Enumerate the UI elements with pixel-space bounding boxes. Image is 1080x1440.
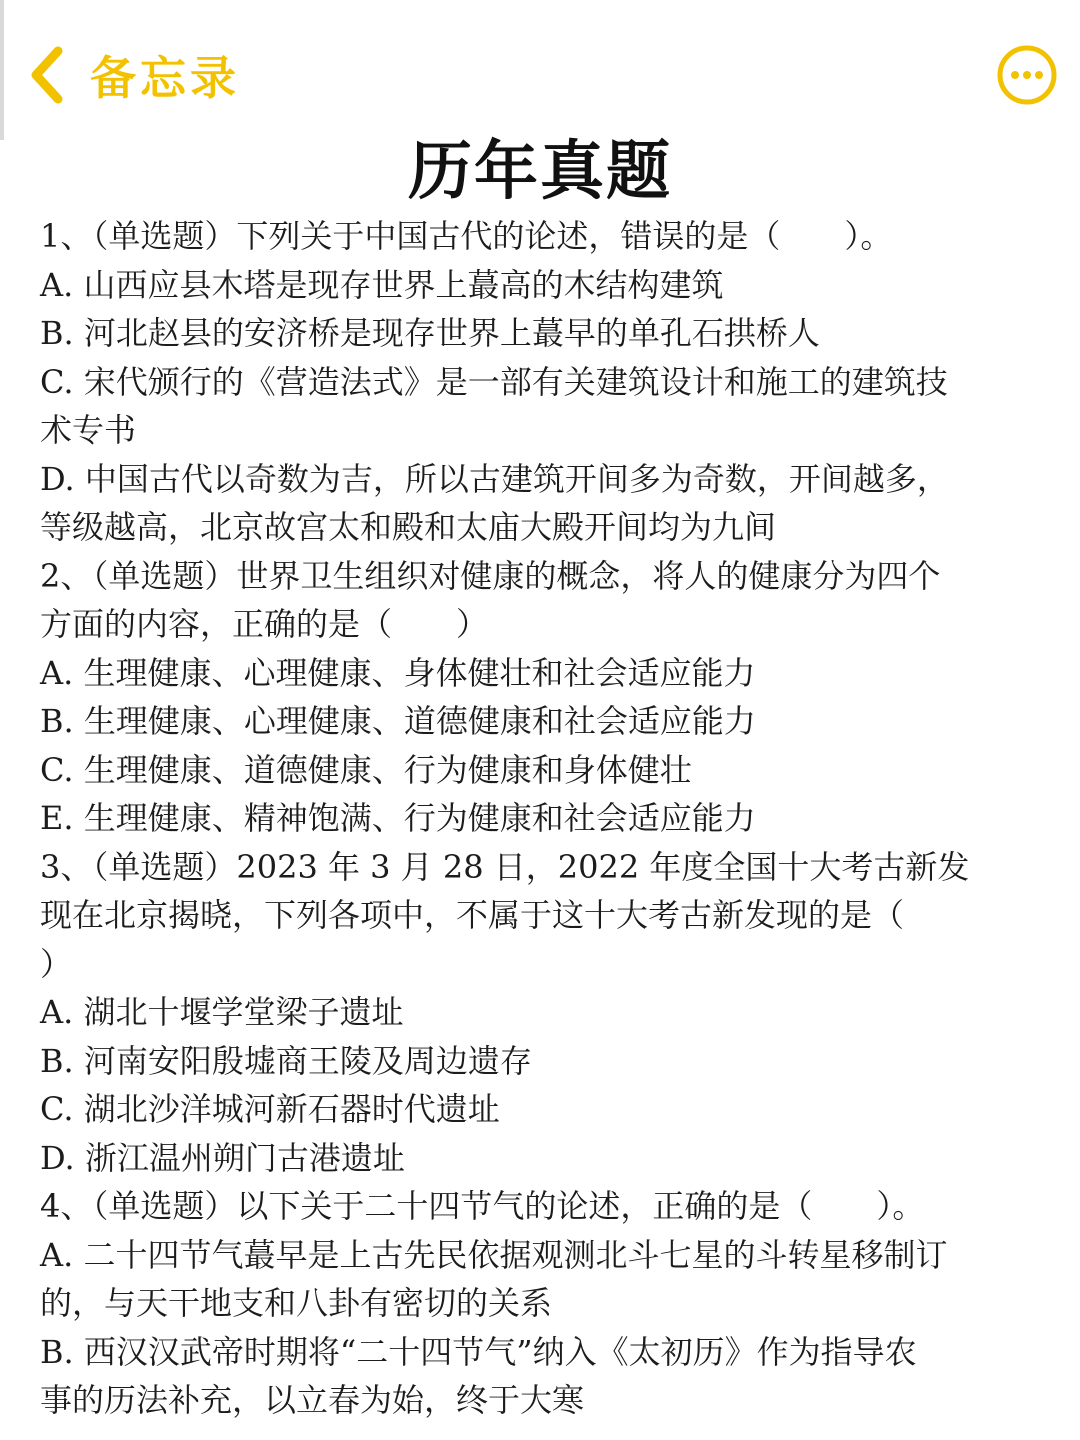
q4-stem-line: 4、（单选题）以下关于二十四节气的论述，正确的是（ ）。 <box>40 1187 925 1225</box>
note-title: 历年真题 <box>408 134 672 209</box>
q4-option-b-line-2: 事的历法补充，以立春为始，终于大寒 <box>40 1381 585 1419</box>
q1-stem-line: 1、（单选题）下列关于中国古代的论述，错误的是（ ）。 <box>40 217 893 255</box>
chevron-left-icon <box>20 45 72 105</box>
q2-option-b: B. 生理健康、心理健康、道德健康和社会适应能力 <box>40 702 756 740</box>
q3-option-a: A. 湖北十堰学堂梁子遗址 <box>40 993 404 1031</box>
navigation-bar <box>0 0 1080 140</box>
q2-stem-line-1: 2、（单选题）世界卫生组织对健康的概念，将人的健康分为四个 <box>40 556 941 595</box>
q2-option-c: C. 生理健康、道德健康、行为健康和身体健壮 <box>40 750 692 789</box>
note-body[interactable] <box>40 212 1040 1425</box>
q3-stem-line-3: ） <box>40 944 73 983</box>
q2-option-a: A. 生理健康、心理健康、身体健壮和社会适应能力 <box>40 653 756 692</box>
q4-option-a-line-2: 的，与天干地支和八卦有密切的关系 <box>40 1284 553 1322</box>
back-label: 备忘录 <box>90 51 240 105</box>
q2-stem-line-2: 方面的内容，正确的是（ ） <box>40 605 489 643</box>
q1-option-c-line-1: C. 宋代颁行的《营造法式》是一部有关建筑设计和施工的建筑技 <box>40 362 948 401</box>
q1-option-a: A. 山西应县木塔是现存世界上蕞高的木结构建筑 <box>40 265 724 304</box>
q1-option-d-line-1: D. 中国古代以奇数为吉，所以古建筑开间多为奇数，开间越多， <box>40 459 949 498</box>
q4-option-b-line-1: B. 西汉汉武帝时期将“二十四节气”纳入《太初历》作为指导农 <box>40 1332 917 1371</box>
q3-option-c: C. 湖北沙洋城河新石器时代遗址 <box>40 1090 500 1128</box>
q1-option-c-line-2: 术专书 <box>40 411 137 449</box>
q1-option-b: B. 河北赵县的安济桥是现存世界上蕞早的单孔石拱桥人 <box>40 314 820 352</box>
q4-option-a-line-1: A. 二十四节气蕞早是上古先民依据观测北斗七星的斗转星移制订 <box>40 1235 948 1274</box>
q3-stem-line-2: 现在北京揭晓，下列各项中，不属于这十大考古新发现的是（ <box>40 896 905 934</box>
q2-option-e: E. 生理健康、精神饱满、行为健康和社会适应能力 <box>40 799 756 837</box>
q3-stem-line-1: 3、（单选题）2023 年 3 月 28 日，2022 年度全国十大考古新发 <box>40 847 970 886</box>
back-button[interactable] <box>20 38 240 112</box>
q3-option-d: D. 浙江温州朔门古港遗址 <box>40 1138 405 1177</box>
q1-option-d-line-2: 等级越高，北京故宫太和殿和太庙大殿开间均为九间 <box>40 508 777 546</box>
more-options-icon <box>996 91 1058 110</box>
q3-option-b: B. 河南安阳殷墟商王陵及周边遗存 <box>40 1041 532 1080</box>
more-options-button[interactable] <box>996 44 1058 106</box>
